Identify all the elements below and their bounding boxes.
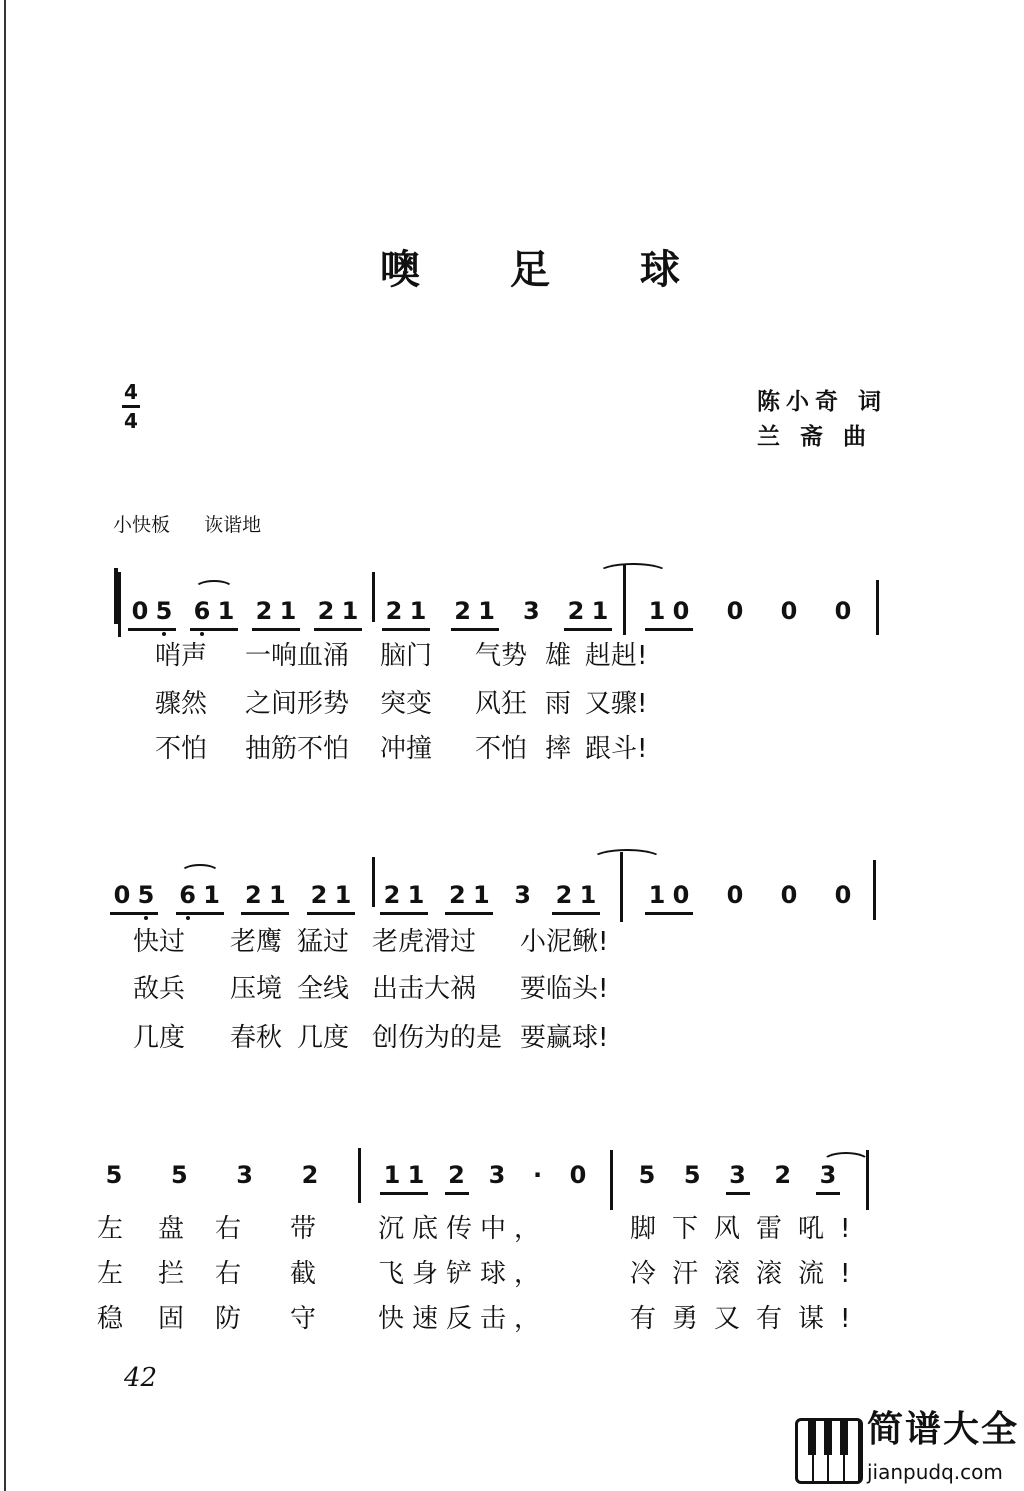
- note: 1: [648, 881, 666, 909]
- note-group: [102, 1160, 126, 1190]
- tempo-speed: 小快板: [113, 514, 171, 536]
- note-group: [511, 880, 535, 910]
- note: 2: [555, 881, 573, 909]
- note: 0: [726, 597, 744, 625]
- lyric-segment: 要赢球!: [520, 1023, 609, 1053]
- lyric-segment: 跟斗!: [585, 734, 648, 764]
- note-group: [645, 880, 693, 915]
- note: 5: [170, 1161, 188, 1189]
- barline: [873, 860, 876, 920]
- lyric-segment: 要临头!: [520, 974, 609, 1004]
- note: 1: [409, 597, 427, 625]
- note: 5: [152, 596, 176, 626]
- slur-arc: [180, 864, 220, 882]
- lyric-segment: 赳赳!: [585, 641, 648, 671]
- slur-arc: [592, 849, 662, 869]
- note: 2: [774, 1161, 792, 1189]
- lyric-segment: 风狂: [475, 689, 528, 719]
- note-group: [382, 596, 430, 631]
- note-group: [723, 880, 747, 910]
- lyric-segment: 小泥鳅!: [520, 927, 609, 957]
- note: 2: [383, 881, 401, 909]
- note: 5: [105, 1161, 123, 1189]
- page-number: 42: [124, 1363, 158, 1393]
- note: 2: [255, 597, 273, 625]
- note: 2: [567, 597, 585, 625]
- note-group: [445, 1160, 469, 1195]
- lyric-segment: 气势: [475, 641, 528, 671]
- note: 1: [472, 881, 490, 909]
- note: 0: [113, 881, 131, 909]
- note: 1: [407, 881, 425, 909]
- note: 1: [203, 881, 220, 909]
- note-group: [635, 1160, 659, 1190]
- note: 0: [834, 881, 852, 909]
- note: 0: [131, 597, 149, 625]
- note: 2: [454, 597, 471, 625]
- time-signature-bottom: 4: [124, 409, 138, 433]
- measure: [645, 596, 855, 636]
- note: 6: [190, 596, 214, 626]
- lyric-segment: 守: [290, 1304, 317, 1334]
- lyric-segment: 不怕: [155, 734, 208, 764]
- lyric-segment: 左: [97, 1214, 124, 1244]
- watermark-url: jianpudq.com: [867, 1460, 1003, 1484]
- lyric-segment: 脑门: [380, 641, 433, 671]
- note-group: [771, 1160, 795, 1190]
- note: 0: [672, 881, 690, 909]
- measure: [110, 880, 355, 920]
- note: 1: [279, 597, 297, 625]
- measure: [635, 1160, 840, 1200]
- note-group: [110, 880, 158, 915]
- note: 3: [729, 1161, 746, 1189]
- note-group: [777, 880, 801, 910]
- lyric-segment: 右: [215, 1214, 242, 1244]
- note: 0: [834, 597, 852, 625]
- note: 1: [383, 1161, 401, 1189]
- lyric-segment: 抽筋不怕: [245, 734, 350, 764]
- note: 3: [514, 881, 531, 909]
- lyric-segment: 突变: [380, 689, 433, 719]
- lyric-segment: 雄: [545, 641, 572, 671]
- lyric-segment: 压境: [230, 974, 283, 1004]
- note: 2: [448, 1161, 465, 1189]
- start-barline-thick: [114, 568, 118, 624]
- lyric-segment: 哨声: [155, 641, 208, 671]
- lyric-segment: 摔: [545, 734, 572, 764]
- lyric-segment: 冲撞: [380, 734, 433, 764]
- note-group: [723, 596, 747, 626]
- lyric-segment: 老鹰: [230, 927, 283, 957]
- note-group: [564, 596, 612, 631]
- note-group: [831, 596, 855, 626]
- note: 2: [448, 881, 466, 909]
- lyric-segment: 冷汗滚滚流!: [630, 1259, 867, 1289]
- note-group: [176, 880, 224, 915]
- note-group: [380, 880, 428, 915]
- lyric-segment: 固: [158, 1304, 185, 1334]
- note: 2: [244, 881, 262, 909]
- note-group: [252, 596, 300, 631]
- note: 3: [236, 1161, 253, 1189]
- note: 1: [268, 881, 286, 909]
- lyric-segment: 脚下风雷吼!: [630, 1214, 867, 1244]
- note: 1: [341, 597, 359, 625]
- note: 1: [648, 597, 666, 625]
- barline: [372, 572, 375, 622]
- lyric-segment: 盘: [158, 1214, 185, 1244]
- lyric-segment: 敌兵: [133, 974, 186, 1004]
- lyric-segment: 稳: [97, 1304, 124, 1334]
- tempo-marking: [113, 513, 289, 537]
- lyric-segment: 一响血涌: [245, 641, 350, 671]
- note-group: [445, 880, 493, 915]
- time-signature-top: 4: [124, 380, 138, 404]
- lyric-segment: 猛过: [297, 927, 350, 957]
- barline: [876, 580, 879, 635]
- lyric-segment: 截: [290, 1259, 317, 1289]
- note-group: [233, 1160, 257, 1190]
- measure: [128, 596, 362, 636]
- piano-keys-icon: [795, 1418, 863, 1484]
- note-group: [519, 596, 543, 626]
- note-group: [451, 596, 499, 631]
- note-group: [726, 1160, 750, 1195]
- note: 2: [385, 597, 403, 625]
- note-group: [485, 1160, 509, 1190]
- lyric-segment: 春秋: [230, 1023, 283, 1053]
- note-group: [777, 596, 801, 626]
- note: 5: [638, 1161, 656, 1189]
- watermark-logo: [795, 1410, 1020, 1488]
- lyric-segment: 老虎滑过: [372, 927, 477, 957]
- measure: [645, 880, 855, 920]
- lyricist-credit: 陈小奇 词: [757, 389, 888, 415]
- time-signature-bar: [122, 405, 140, 408]
- lyric-segment: 几度: [133, 1023, 186, 1053]
- lyric-segment: 又骤!: [585, 689, 648, 719]
- song-title: 噢 足 球: [380, 246, 718, 293]
- measure: [382, 596, 612, 636]
- lyric-segment: 不怕: [475, 734, 528, 764]
- note-group: [128, 596, 176, 631]
- note: 0: [672, 597, 690, 625]
- note: 3: [522, 597, 540, 625]
- note: 0: [780, 597, 798, 625]
- measure: [380, 880, 600, 920]
- lyric-segment: 几度: [297, 1023, 350, 1053]
- note-group: [380, 1160, 428, 1195]
- note-group: [307, 880, 355, 915]
- lyric-segment: 骤然: [155, 689, 208, 719]
- note-group: [298, 1160, 322, 1190]
- note-group: [831, 880, 855, 910]
- note-group: [552, 880, 600, 915]
- note-group: [190, 596, 238, 631]
- note: 1: [334, 881, 352, 909]
- lyric-segment: 雨: [545, 689, 572, 719]
- note: 5: [134, 880, 158, 910]
- note-group: [680, 1160, 704, 1190]
- barline: [372, 857, 375, 907]
- note: 1: [478, 597, 495, 625]
- slur-arc: [598, 563, 668, 583]
- note-group: [167, 1160, 191, 1190]
- lyric-segment: 全线: [297, 974, 350, 1004]
- note: 0: [569, 1161, 587, 1189]
- note: 5: [683, 1161, 701, 1189]
- note-group: [645, 596, 693, 631]
- lyric-segment: 飞身铲球，: [378, 1259, 549, 1289]
- note-group: [526, 1160, 550, 1190]
- page-edge: [4, 0, 6, 1491]
- tempo-expression: 诙谐地: [204, 514, 262, 536]
- lyric-segment: 右: [215, 1259, 242, 1289]
- note: 2: [310, 881, 328, 909]
- time-signature: [122, 380, 140, 433]
- measure: [102, 1160, 322, 1200]
- note: 1: [217, 597, 235, 625]
- note: 0: [780, 881, 798, 909]
- note-group: [241, 880, 289, 915]
- measure: [380, 1160, 590, 1200]
- note: 0: [726, 881, 744, 909]
- lyric-segment: 带: [290, 1214, 317, 1244]
- lyric-segment: 防: [215, 1304, 242, 1334]
- lyric-segment: 之间形势: [245, 689, 350, 719]
- barline: [358, 1148, 361, 1203]
- watermark-name: 简谱大全: [867, 1409, 1020, 1450]
- note: 2: [301, 1161, 319, 1189]
- composer-credit: 兰 斋 曲: [757, 424, 873, 450]
- note-group: [314, 596, 362, 631]
- note: 1: [407, 1161, 425, 1189]
- note: 1: [591, 597, 609, 625]
- slur-arc: [194, 580, 234, 598]
- note: 2: [317, 597, 335, 625]
- lyric-segment: 快过: [133, 927, 186, 957]
- lyric-segment: 沉底传中，: [378, 1214, 549, 1244]
- barline: [610, 1150, 613, 1210]
- lyric-segment: 左: [97, 1259, 124, 1289]
- note: ·: [532, 1161, 543, 1189]
- lyric-segment: 快速反击，: [378, 1304, 549, 1334]
- note: 6: [176, 880, 200, 910]
- note: 3: [819, 1161, 837, 1189]
- lyric-segment: 出击大祸: [372, 974, 477, 1004]
- note-group: [816, 1160, 840, 1195]
- lyric-segment: 拦: [158, 1259, 185, 1289]
- barline: [118, 572, 121, 637]
- note: 1: [579, 881, 597, 909]
- lyric-segment: 创伤为的是: [372, 1023, 503, 1053]
- note: 3: [488, 1161, 506, 1189]
- note-group: [566, 1160, 590, 1190]
- lyric-segment: 有勇又有谋!: [630, 1304, 867, 1334]
